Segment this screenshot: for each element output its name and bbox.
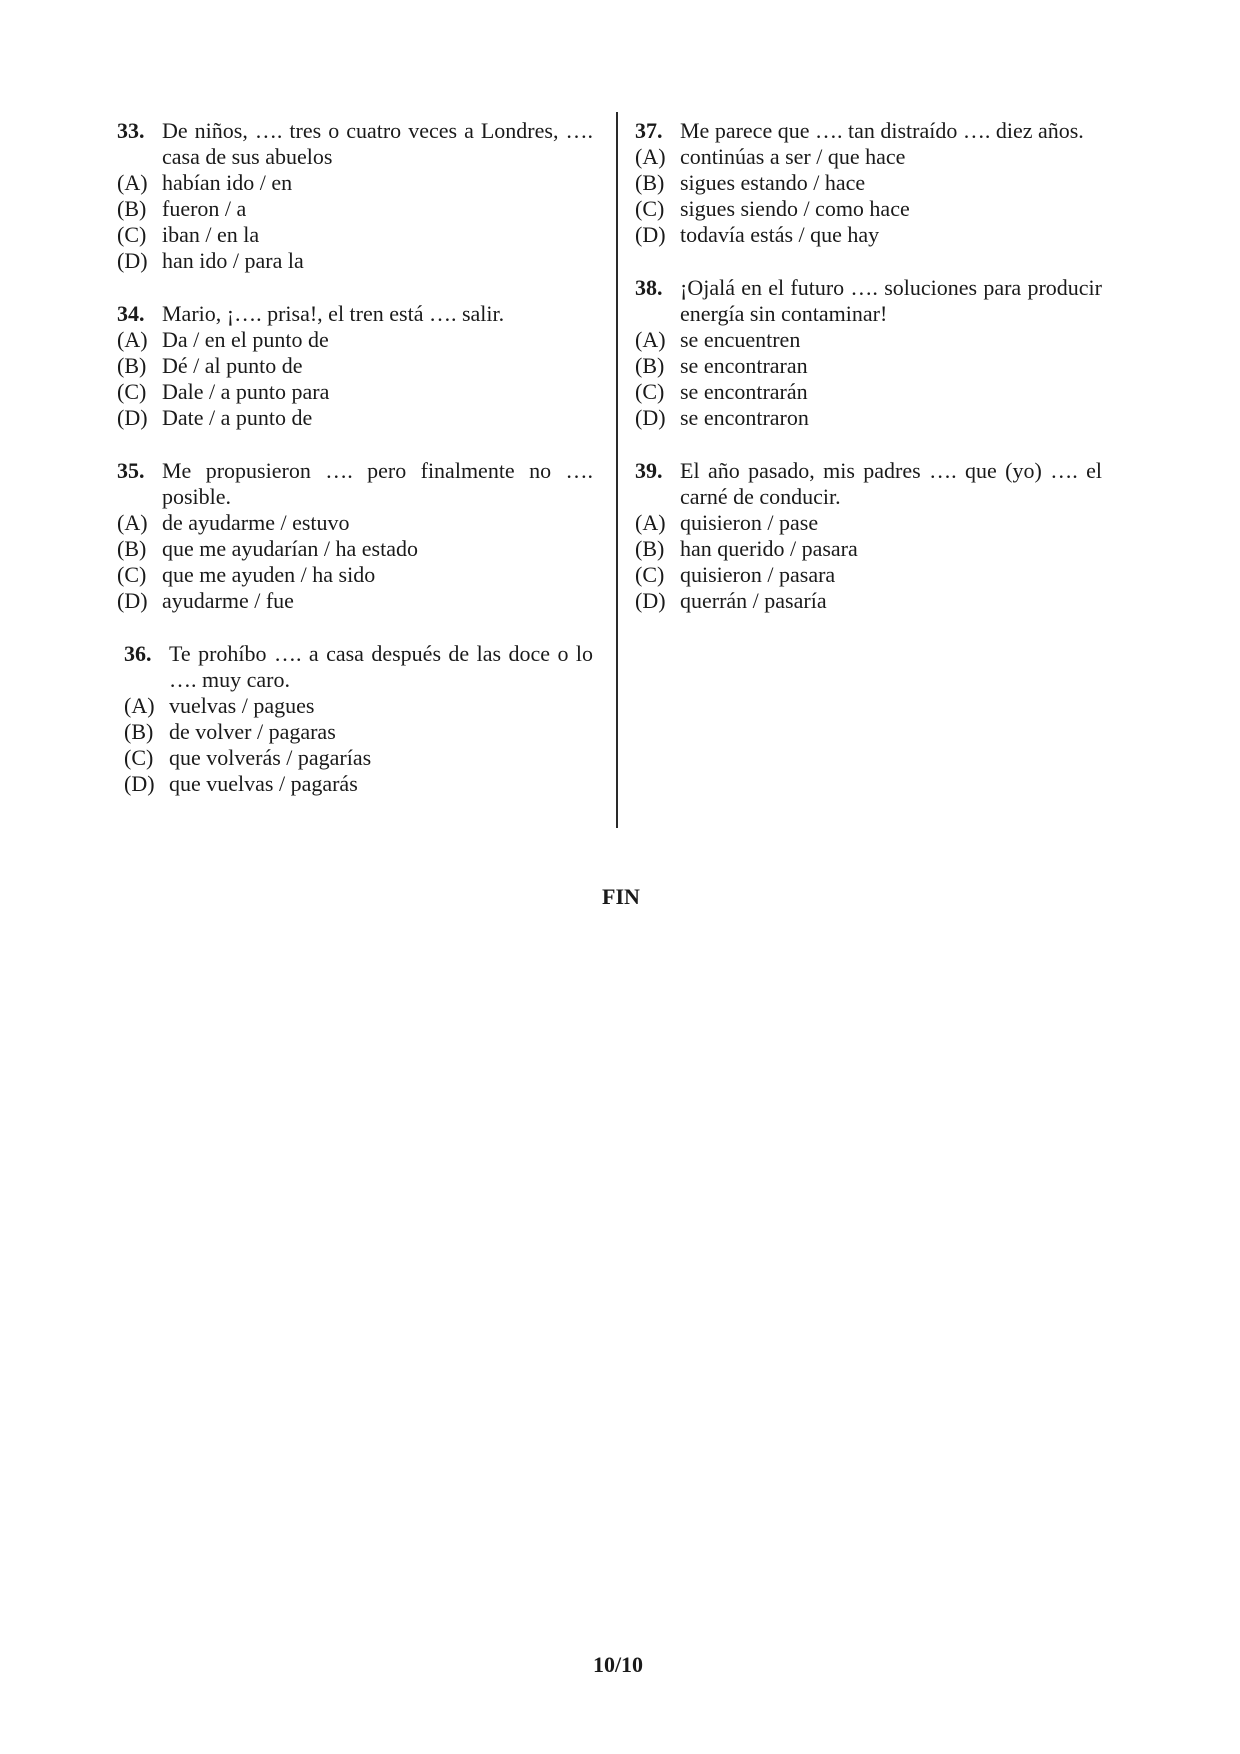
option-text: que volverás / pagarías: [169, 745, 372, 770]
option-letter: (D): [117, 248, 148, 273]
option-letter: (A): [635, 327, 666, 352]
option-text: todavía estás / que hay: [680, 222, 880, 247]
option-text: vuelvas / pagues: [169, 693, 315, 718]
option-letter: (C): [117, 379, 147, 404]
option-letter: (A): [124, 693, 155, 718]
option-text: se encontraran: [680, 353, 808, 378]
option-a: [117, 170, 593, 196]
option-text: Date / a punto de: [162, 405, 313, 430]
option-letter: (B): [635, 170, 665, 195]
option-text: fueron / a: [162, 196, 247, 221]
question-34: [117, 301, 593, 431]
option-a: [117, 510, 593, 536]
option-letter: (D): [635, 588, 666, 613]
option-d: [635, 588, 1102, 614]
option-d: [117, 588, 593, 614]
option-a: [635, 510, 1102, 536]
option-c: [635, 196, 1102, 222]
question-text: Me propusieron …. pero finalmente no …. posible.: [162, 458, 593, 509]
option-letter: (D): [124, 771, 155, 796]
option-text: han ido / para la: [162, 248, 304, 273]
question-text: Te prohíbo …. a casa después de las doce o lo …. muy caro.: [169, 641, 593, 692]
option-b: [124, 719, 593, 745]
option-b: [117, 353, 593, 379]
option-text: querrán / pasaría: [680, 588, 827, 613]
option-text: Dale / a punto para: [162, 379, 330, 404]
option-letter: (B): [117, 536, 147, 561]
question-number: 34.: [117, 301, 145, 326]
question-text: Me parece que …. tan distraído …. diez años.: [680, 118, 1084, 143]
option-letter: (C): [117, 222, 147, 247]
option-letter: (A): [117, 510, 148, 535]
end-marker: FIN: [602, 884, 640, 909]
option-text: iban / en la: [162, 222, 260, 247]
question-35: [117, 458, 593, 614]
question-33: [117, 118, 593, 274]
option-letter: (A): [117, 327, 148, 352]
option-b: [117, 196, 593, 222]
question-36: [124, 641, 593, 797]
question-number: 36.: [124, 641, 152, 666]
option-letter: (C): [635, 562, 665, 587]
option-letter: (B): [635, 536, 665, 561]
option-letter: (A): [635, 510, 666, 535]
option-a: [117, 327, 593, 353]
question-39: [635, 458, 1102, 614]
option-text: de ayudarme / estuvo: [162, 510, 350, 535]
option-d: [117, 248, 593, 274]
option-c: [124, 745, 593, 771]
option-letter: (B): [124, 719, 154, 744]
option-text: continúas a ser / que hace: [680, 144, 906, 169]
question-number: 39.: [635, 458, 663, 483]
option-letter: (A): [117, 170, 148, 195]
option-text: que me ayudarían / ha estado: [162, 536, 418, 561]
column-divider: [616, 112, 618, 828]
option-c: [117, 562, 593, 588]
option-letter: (D): [635, 222, 666, 247]
option-text: Da / en el punto de: [162, 327, 329, 352]
question-text: Mario, ¡…. prisa!, el tren está …. salir.: [162, 301, 505, 326]
option-text: han querido / pasara: [680, 536, 858, 561]
option-text: quisieron / pasara: [680, 562, 836, 587]
page-number: 10/10: [592, 1652, 644, 1677]
option-b: [117, 536, 593, 562]
option-letter: (D): [117, 405, 148, 430]
option-letter: (C): [124, 745, 154, 770]
option-text: sigues estando / hace: [680, 170, 866, 195]
left-question-column: [117, 118, 593, 824]
option-letter: (C): [117, 562, 147, 587]
option-b: [635, 170, 1102, 196]
option-d: [117, 405, 593, 431]
option-text: ayudarme / fue: [162, 588, 294, 613]
option-d: [124, 771, 593, 797]
option-a: [635, 144, 1102, 170]
question-text: El año pasado, mis padres …. que (yo) …. el carné de conducir.: [680, 458, 1102, 509]
option-letter: (A): [635, 144, 666, 169]
question-number: 37.: [635, 118, 663, 143]
option-letter: (D): [635, 405, 666, 430]
option-letter: (D): [117, 588, 148, 613]
option-c: [117, 379, 593, 405]
question-text: ¡Ojalá en el futuro …. soluciones para producir energía sin contaminar!: [680, 275, 1102, 326]
option-text: Dé / al punto de: [162, 353, 303, 378]
question-number: 38.: [635, 275, 663, 300]
option-text: quisieron / pase: [680, 510, 819, 535]
option-d: [635, 222, 1102, 248]
question-text: De niños, …. tres o cuatro veces a Londres, …. casa de sus abuelos: [162, 118, 593, 169]
option-text: que me ayuden / ha sido: [162, 562, 376, 587]
option-letter: (B): [117, 353, 147, 378]
option-c: [117, 222, 593, 248]
question-number: 33.: [117, 118, 145, 143]
option-d: [635, 405, 1102, 431]
question-38: [635, 275, 1102, 431]
option-text: se encontraron: [680, 405, 809, 430]
option-a: [124, 693, 593, 719]
question-number: 35.: [117, 458, 145, 483]
option-c: [635, 379, 1102, 405]
option-letter: (C): [635, 379, 665, 404]
option-letter: (B): [635, 353, 665, 378]
option-b: [635, 353, 1102, 379]
option-text: de volver / pagaras: [169, 719, 336, 744]
option-letter: (C): [635, 196, 665, 221]
right-question-column: [635, 118, 1102, 641]
option-a: [635, 327, 1102, 353]
question-37: [635, 118, 1102, 248]
option-c: [635, 562, 1102, 588]
option-text: habían ido / en: [162, 170, 293, 195]
option-b: [635, 536, 1102, 562]
option-letter: (B): [117, 196, 147, 221]
option-text: sigues siendo / como hace: [680, 196, 910, 221]
option-text: se encontrarán: [680, 379, 808, 404]
option-text: se encuentren: [680, 327, 801, 352]
option-text: que vuelvas / pagarás: [169, 771, 358, 796]
